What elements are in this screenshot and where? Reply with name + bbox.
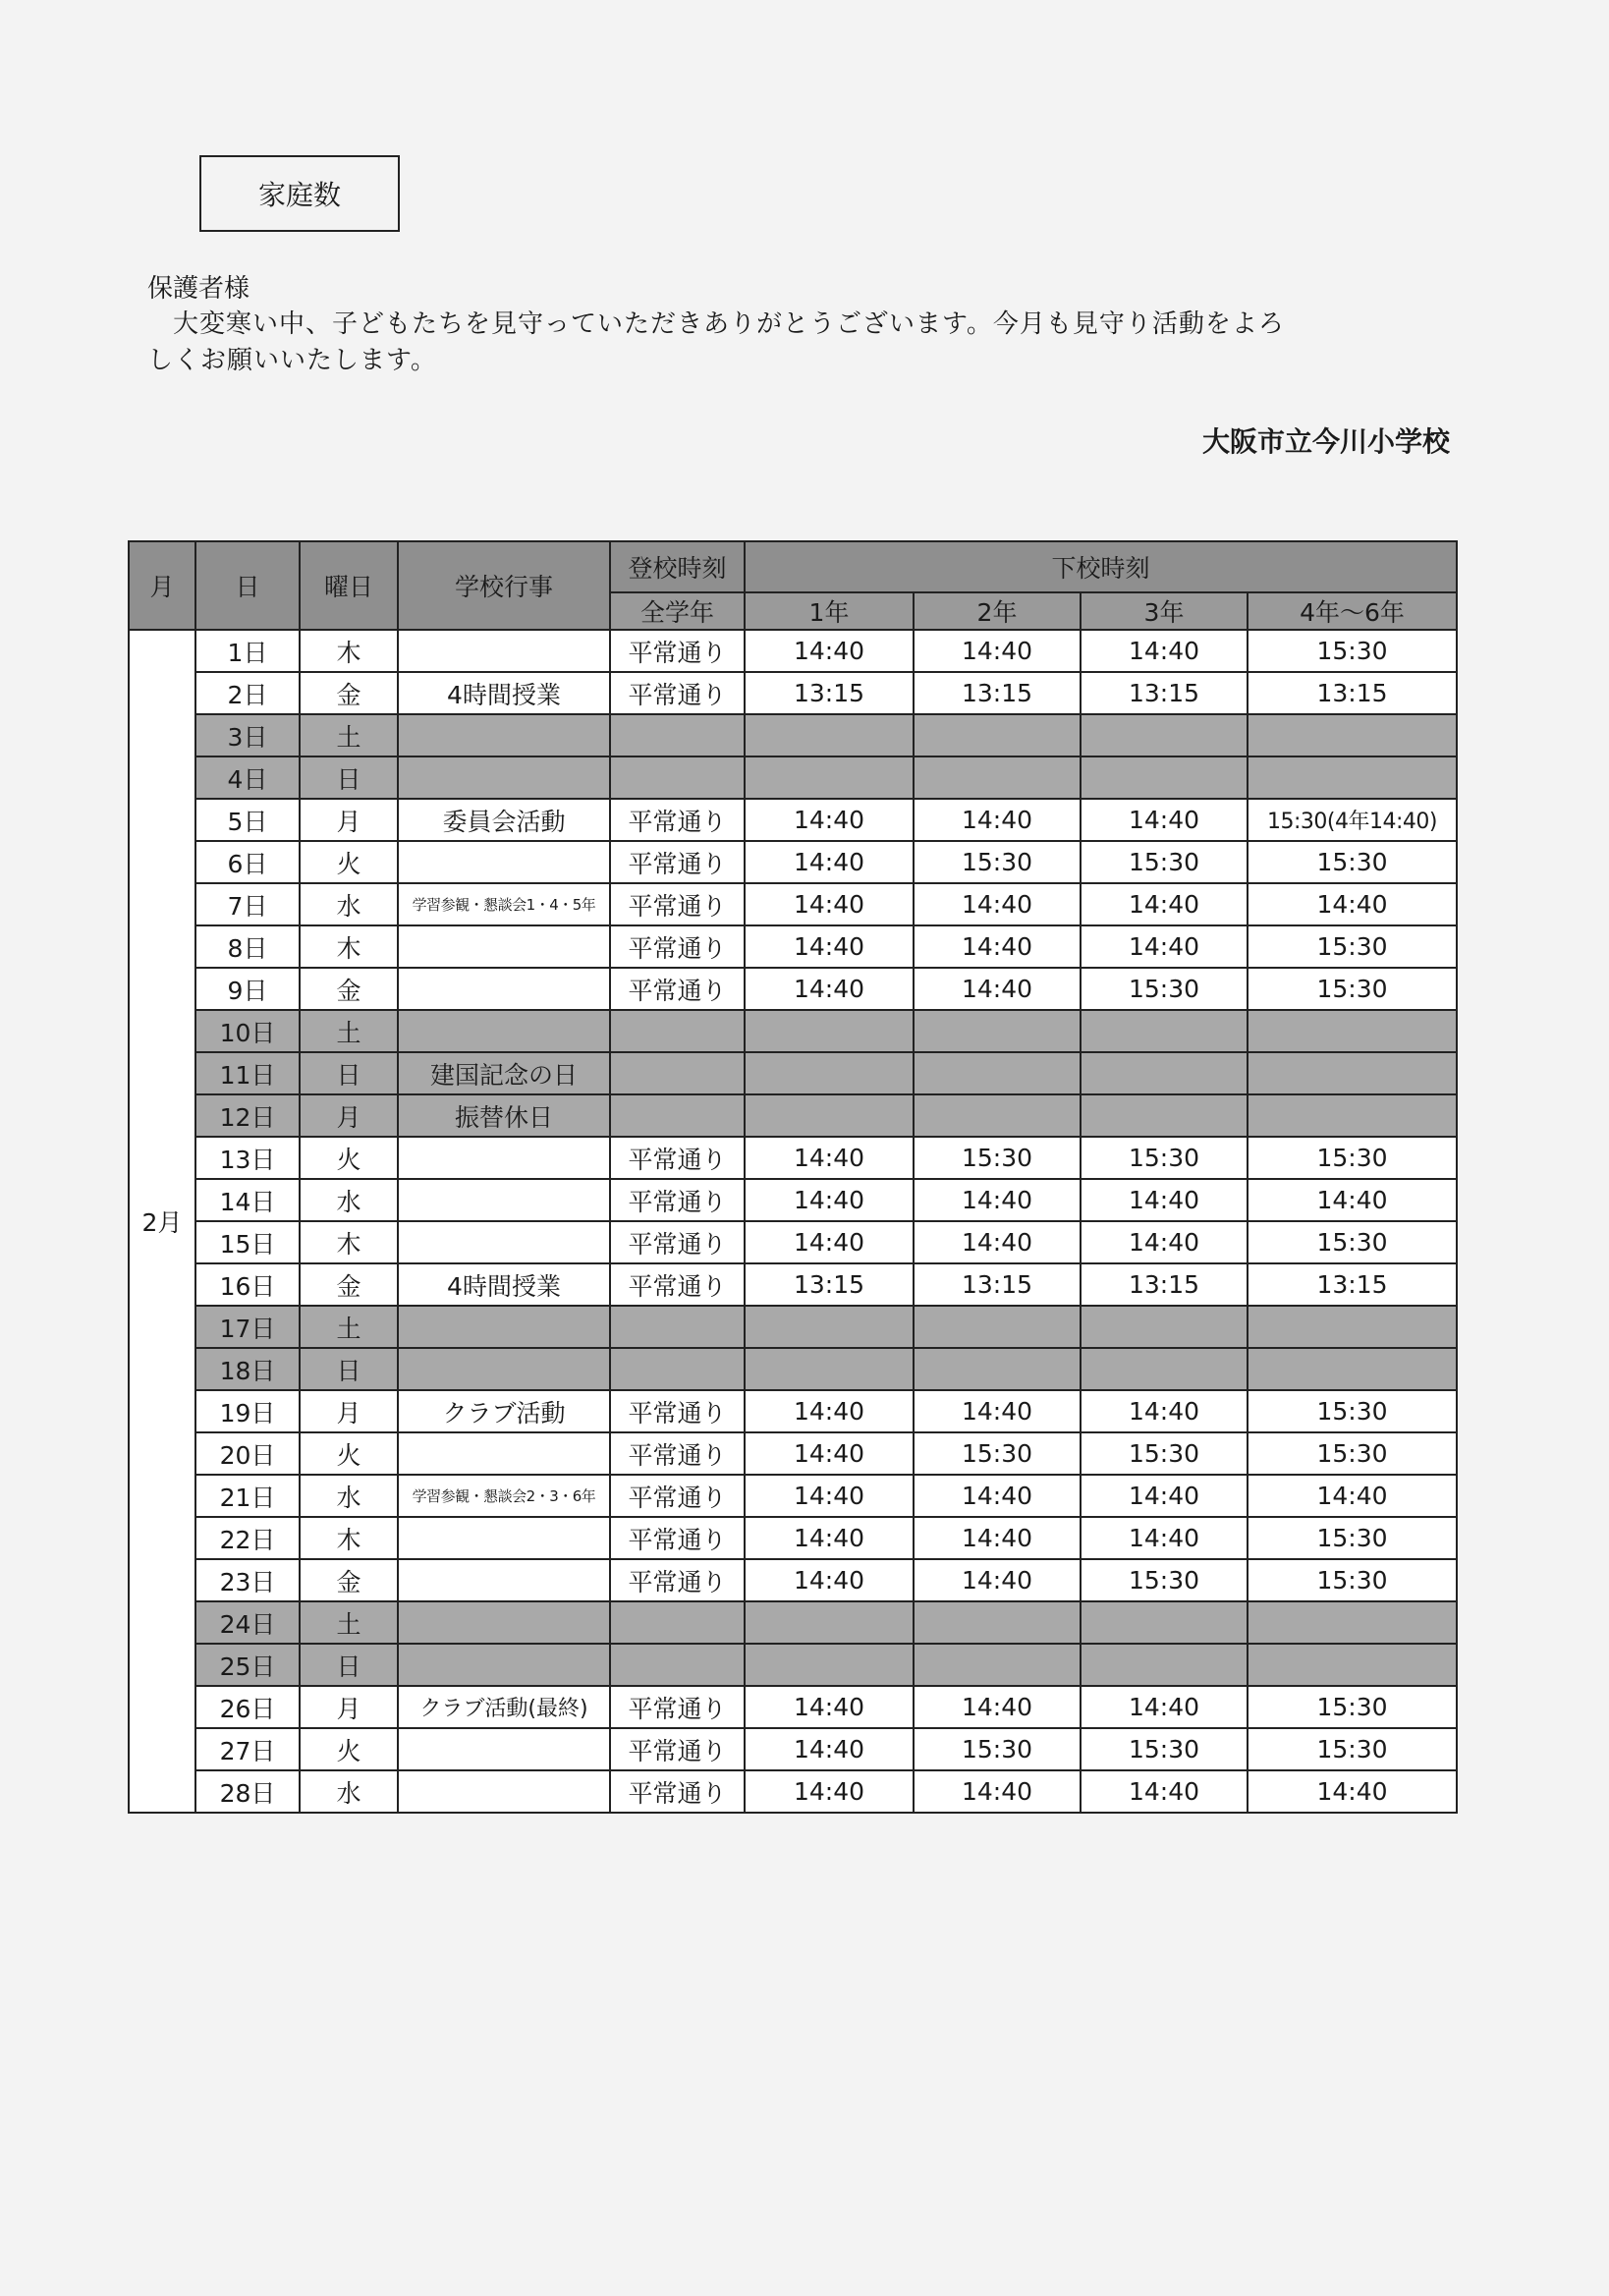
arrival-cell [610,1052,745,1094]
weekday-cell: 木 [300,1517,398,1559]
weekday-cell: 日 [300,1052,398,1094]
day-cell: 24日 [195,1601,300,1644]
weekday-cell: 土 [300,714,398,756]
day-cell: 19日 [195,1390,300,1432]
day-cell: 20日 [195,1432,300,1475]
arrival-cell [610,1094,745,1137]
arrival-cell: 平常通り [610,1559,745,1601]
arrival-cell [610,756,745,799]
grade-1-cell: 14:40 [745,630,914,672]
table-row [129,1559,1457,1601]
event-cell [398,630,610,672]
weekday-cell: 金 [300,672,398,714]
event-cell [398,1432,610,1475]
grade-2-cell: 14:40 [914,1390,1081,1432]
weekday-cell: 金 [300,968,398,1010]
grade-2-cell [914,1094,1081,1137]
grade-1-cell: 14:40 [745,1686,914,1728]
arrival-cell: 平常通り [610,968,745,1010]
arrival-cell: 平常通り [610,1263,745,1306]
grade-1-cell: 14:40 [745,925,914,968]
arrival-cell [610,1601,745,1644]
grade-4-6-cell: 15:30 [1248,841,1457,883]
event-cell [398,1179,610,1221]
weekday-cell: 日 [300,1644,398,1686]
weekday-cell: 日 [300,756,398,799]
event-cell: 学習参観・懇談会1・4・5年 [398,883,610,925]
event-cell [398,1010,610,1052]
grade-2-cell: 13:15 [914,672,1081,714]
day-cell: 13日 [195,1137,300,1179]
day-cell: 25日 [195,1644,300,1686]
table-row [129,1686,1457,1728]
weekday-cell: 金 [300,1263,398,1306]
grade-1-cell: 14:40 [745,968,914,1010]
header-day: 日 [195,541,300,630]
grade-3-cell: 14:40 [1081,1770,1248,1813]
grade-2-cell: 14:40 [914,799,1081,841]
grade-1-cell: 14:40 [745,1770,914,1813]
grade-2-cell [914,1052,1081,1094]
arrival-cell: 平常通り [610,925,745,968]
weekday-cell: 土 [300,1010,398,1052]
grade-1-cell: 14:40 [745,1137,914,1179]
grade-2-cell: 14:40 [914,1559,1081,1601]
table-row [129,799,1457,841]
table-row [129,1348,1457,1390]
event-cell: 4時間授業 [398,672,610,714]
arrival-cell: 平常通り [610,799,745,841]
grade-1-cell [745,714,914,756]
arrival-cell: 平常通り [610,1770,745,1813]
arrival-cell: 平常通り [610,1390,745,1432]
grade-4-6-cell: 15:30 [1248,1137,1457,1179]
table-row [129,1728,1457,1770]
grade-3-cell: 15:30 [1081,968,1248,1010]
message-line-2: しくお願いいたします。 [147,346,437,375]
grade-2-cell [914,714,1081,756]
grade-1-cell: 14:40 [745,799,914,841]
grade-3-cell: 14:40 [1081,1475,1248,1517]
day-cell: 9日 [195,968,300,1010]
school-name: 大阪市立今川小学校 [1201,425,1450,458]
grade-3-cell: 15:30 [1081,1432,1248,1475]
grade-2-cell: 14:40 [914,1770,1081,1813]
grade-1-cell [745,1601,914,1644]
weekday-cell: 水 [300,1475,398,1517]
day-cell: 27日 [195,1728,300,1770]
greeting: 保護者様 [147,274,250,304]
grade-3-cell: 14:40 [1081,925,1248,968]
message [147,307,1454,379]
grade-2-cell: 14:40 [914,1221,1081,1263]
event-cell [398,1306,610,1348]
day-cell: 2日 [195,672,300,714]
grade-1-cell [745,1052,914,1094]
event-cell: 4時間授業 [398,1263,610,1306]
weekday-cell: 木 [300,630,398,672]
arrival-cell [610,1644,745,1686]
day-cell: 7日 [195,883,300,925]
grade-3-cell [1081,1010,1248,1052]
grade-3-cell [1081,714,1248,756]
grade-3-cell: 13:15 [1081,1263,1248,1306]
month-cell: 2月 [129,630,195,1813]
grade-2-cell: 13:15 [914,1263,1081,1306]
day-cell: 23日 [195,1559,300,1601]
weekday-cell: 火 [300,841,398,883]
table-row [129,714,1457,756]
day-cell: 21日 [195,1475,300,1517]
grade-1-cell [745,756,914,799]
grade-3-cell: 14:40 [1081,1221,1248,1263]
grade-1-cell: 14:40 [745,1475,914,1517]
grade-3-cell: 15:30 [1081,841,1248,883]
grade-4-6-cell: 15:30 [1248,1559,1457,1601]
grade-4-6-cell: 15:30 [1248,630,1457,672]
grade-3-cell [1081,1601,1248,1644]
event-cell [398,1137,610,1179]
table-row [129,1137,1457,1179]
document-label: 家庭数 [199,155,400,232]
header-event: 学校行事 [398,541,610,630]
weekday-cell: 日 [300,1348,398,1390]
weekday-cell: 木 [300,1221,398,1263]
event-cell [398,1517,610,1559]
grade-3-cell: 14:40 [1081,1686,1248,1728]
weekday-cell: 月 [300,799,398,841]
grade-2-cell [914,1306,1081,1348]
event-cell [398,1770,610,1813]
arrival-cell [610,1348,745,1390]
grade-1-cell [745,1094,914,1137]
table-row [129,841,1457,883]
day-cell: 10日 [195,1010,300,1052]
schedule-table [128,540,1458,1814]
grade-3-cell [1081,1644,1248,1686]
grade-3-cell: 14:40 [1081,799,1248,841]
header-weekday: 曜日 [300,541,398,630]
event-cell [398,756,610,799]
arrival-cell: 平常通り [610,1517,745,1559]
grade-1-cell [745,1348,914,1390]
grade-4-6-cell: 14:40 [1248,883,1457,925]
event-cell: 振替休日 [398,1094,610,1137]
grade-3-cell: 14:40 [1081,1179,1248,1221]
grade-2-cell: 14:40 [914,883,1081,925]
arrival-cell: 平常通り [610,1221,745,1263]
grade-2-cell: 14:40 [914,1686,1081,1728]
grade-1-cell: 14:40 [745,1517,914,1559]
header-grade-4-6: 4年～6年 [1248,592,1457,630]
header-grade-1: 1年 [745,592,914,630]
event-cell [398,968,610,1010]
grade-4-6-cell [1248,756,1457,799]
day-cell: 16日 [195,1263,300,1306]
grade-4-6-cell: 14:40 [1248,1770,1457,1813]
grade-3-cell: 15:30 [1081,1559,1248,1601]
grade-4-6-cell: 14:40 [1248,1475,1457,1517]
grade-3-cell: 15:30 [1081,1137,1248,1179]
grade-2-cell [914,1644,1081,1686]
day-cell: 1日 [195,630,300,672]
grade-4-6-cell [1248,1644,1457,1686]
day-cell: 18日 [195,1348,300,1390]
grade-4-6-cell: 15:30 [1248,968,1457,1010]
table-row [129,1517,1457,1559]
grade-3-cell [1081,1094,1248,1137]
grade-4-6-cell [1248,714,1457,756]
arrival-cell: 平常通り [610,1686,745,1728]
table-row [129,672,1457,714]
grade-1-cell: 14:40 [745,883,914,925]
arrival-cell [610,714,745,756]
table-row [129,1432,1457,1475]
grade-3-cell [1081,1348,1248,1390]
event-cell [398,925,610,968]
grade-4-6-cell: 15:30 [1248,1728,1457,1770]
table-row [129,1770,1457,1813]
table-row [129,756,1457,799]
grade-3-cell: 14:40 [1081,1390,1248,1432]
grade-2-cell [914,756,1081,799]
weekday-cell: 火 [300,1728,398,1770]
arrival-cell: 平常通り [610,1137,745,1179]
grade-4-6-cell: 15:30(4年14:40) [1248,799,1457,841]
table-row [129,1644,1457,1686]
day-cell: 6日 [195,841,300,883]
header-dismissal: 下校時刻 [745,541,1457,592]
grade-2-cell: 15:30 [914,1728,1081,1770]
event-cell [398,1728,610,1770]
grade-4-6-cell: 15:30 [1248,925,1457,968]
day-cell: 22日 [195,1517,300,1559]
day-cell: 3日 [195,714,300,756]
weekday-cell: 月 [300,1094,398,1137]
grade-1-cell [745,1010,914,1052]
event-cell [398,1348,610,1390]
grade-2-cell: 14:40 [914,1179,1081,1221]
grade-2-cell: 15:30 [914,1432,1081,1475]
weekday-cell: 土 [300,1601,398,1644]
grade-3-cell: 14:40 [1081,630,1248,672]
grade-2-cell: 14:40 [914,925,1081,968]
grade-2-cell [914,1348,1081,1390]
grade-4-6-cell: 15:30 [1248,1221,1457,1263]
table-row [129,968,1457,1010]
event-cell [398,1559,610,1601]
table-row [129,1601,1457,1644]
arrival-cell: 平常通り [610,1475,745,1517]
event-cell: 建国記念の日 [398,1052,610,1094]
day-cell: 28日 [195,1770,300,1813]
arrival-cell: 平常通り [610,672,745,714]
grade-4-6-cell: 14:40 [1248,1179,1457,1221]
weekday-cell: 月 [300,1686,398,1728]
event-cell [398,841,610,883]
table-row [129,1010,1457,1052]
header-all-grades: 全学年 [610,592,745,630]
event-cell: クラブ活動(最終) [398,1686,610,1728]
grade-1-cell: 14:40 [745,1221,914,1263]
table-row [129,1052,1457,1094]
weekday-cell: 水 [300,1770,398,1813]
grade-1-cell: 14:40 [745,1390,914,1432]
grade-1-cell: 14:40 [745,1179,914,1221]
arrival-cell: 平常通り [610,1179,745,1221]
grade-3-cell: 13:15 [1081,672,1248,714]
grade-1-cell: 14:40 [745,841,914,883]
header-month: 月 [129,541,195,630]
weekday-cell: 土 [300,1306,398,1348]
grade-4-6-cell: 13:15 [1248,672,1457,714]
message-line-1: 大変寒い中、子どもたちを見守っていただきありがとうございます。今月も見守り活動をよろ [173,309,1285,339]
table-row [129,630,1457,672]
day-cell: 14日 [195,1179,300,1221]
event-cell: クラブ活動 [398,1390,610,1432]
grade-4-6-cell [1248,1010,1457,1052]
day-cell: 11日 [195,1052,300,1094]
grade-2-cell: 14:40 [914,1475,1081,1517]
grade-1-cell [745,1644,914,1686]
header-grade-3: 3年 [1081,592,1248,630]
grade-3-cell [1081,1306,1248,1348]
day-cell: 26日 [195,1686,300,1728]
table-row [129,1221,1457,1263]
arrival-cell: 平常通り [610,841,745,883]
table-row [129,1390,1457,1432]
day-cell: 15日 [195,1221,300,1263]
day-cell: 4日 [195,756,300,799]
grade-1-cell: 14:40 [745,1728,914,1770]
event-cell [398,1601,610,1644]
header-arrival: 登校時刻 [610,541,745,592]
grade-1-cell: 14:40 [745,1432,914,1475]
event-cell [398,1644,610,1686]
arrival-cell: 平常通り [610,1728,745,1770]
weekday-cell: 水 [300,1179,398,1221]
arrival-cell [610,1010,745,1052]
table-row [129,1263,1457,1306]
header-grade-2: 2年 [914,592,1081,630]
grade-1-cell: 14:40 [745,1559,914,1601]
day-cell: 12日 [195,1094,300,1137]
grade-4-6-cell [1248,1348,1457,1390]
table-row [129,1475,1457,1517]
grade-2-cell [914,1010,1081,1052]
weekday-cell: 火 [300,1432,398,1475]
grade-4-6-cell: 15:30 [1248,1517,1457,1559]
grade-3-cell [1081,1052,1248,1094]
grade-2-cell: 15:30 [914,1137,1081,1179]
day-cell: 17日 [195,1306,300,1348]
day-cell: 8日 [195,925,300,968]
grade-2-cell [914,1601,1081,1644]
schedule-body [129,630,1457,1813]
grade-4-6-cell [1248,1306,1457,1348]
grade-3-cell: 15:30 [1081,1728,1248,1770]
weekday-cell: 月 [300,1390,398,1432]
grade-1-cell: 13:15 [745,672,914,714]
weekday-cell: 木 [300,925,398,968]
grade-3-cell: 14:40 [1081,883,1248,925]
weekday-cell: 火 [300,1137,398,1179]
table-row [129,1094,1457,1137]
arrival-cell: 平常通り [610,883,745,925]
grade-1-cell [745,1306,914,1348]
weekday-cell: 金 [300,1559,398,1601]
weekday-cell: 水 [300,883,398,925]
grade-4-6-cell: 15:30 [1248,1432,1457,1475]
event-cell [398,714,610,756]
grade-4-6-cell: 13:15 [1248,1263,1457,1306]
arrival-cell: 平常通り [610,630,745,672]
grade-2-cell: 15:30 [914,841,1081,883]
day-cell: 5日 [195,799,300,841]
grade-4-6-cell [1248,1094,1457,1137]
table-row [129,925,1457,968]
grade-4-6-cell [1248,1052,1457,1094]
arrival-cell [610,1306,745,1348]
table-row [129,1179,1457,1221]
grade-2-cell: 14:40 [914,968,1081,1010]
grade-3-cell: 14:40 [1081,1517,1248,1559]
grade-1-cell: 13:15 [745,1263,914,1306]
arrival-cell: 平常通り [610,1432,745,1475]
grade-3-cell [1081,756,1248,799]
table-row [129,883,1457,925]
table-row [129,1306,1457,1348]
grade-4-6-cell [1248,1601,1457,1644]
event-cell: 委員会活動 [398,799,610,841]
grade-2-cell: 14:40 [914,1517,1081,1559]
event-cell [398,1221,610,1263]
grade-4-6-cell: 15:30 [1248,1390,1457,1432]
grade-2-cell: 14:40 [914,630,1081,672]
grade-4-6-cell: 15:30 [1248,1686,1457,1728]
event-cell: 学習参観・懇談会2・3・6年 [398,1475,610,1517]
